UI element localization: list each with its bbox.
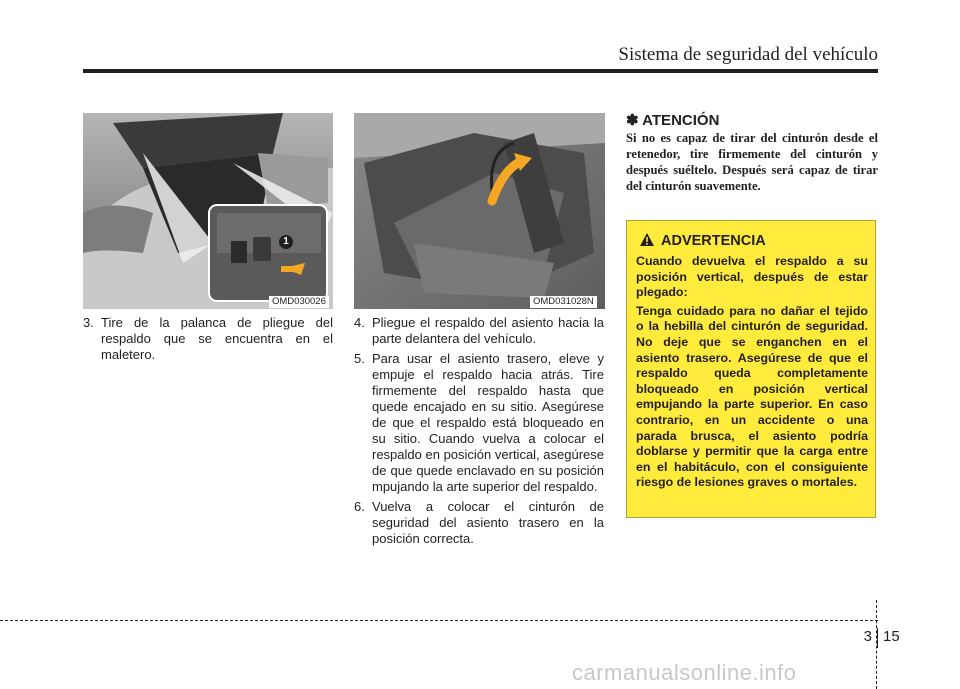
callout-badge: 1 <box>279 235 293 249</box>
step-text: Tire de la palanca de pliegue del respaldo que se encuentra en el maletero. <box>101 315 333 362</box>
step-text: Para usar el asiento trasero, eleve y empuje el respaldo hacia atrás. Tire firmemente del respaldo hasta que quede encajado en su sitio. Asegúrese de que el respaldo está bloqueado en su sitio. Cuando vuelva a colocar el respaldo en posición vertical, asegúrese de que quede enclavado en su posición mpujando la arte superior del respaldo. <box>372 351 604 494</box>
step-item <box>354 315 604 347</box>
step-text: Vuelva a colocar el cinturón de seguridad del asiento trasero en la posición correcta. <box>372 499 604 546</box>
page-number: 15 <box>883 628 900 645</box>
step-number: 5. <box>354 351 365 366</box>
step-number: 4. <box>354 315 365 330</box>
steps-left-column <box>83 315 333 367</box>
trunk-lever-photo <box>83 113 333 309</box>
watermark-text: carmanualsonline.info <box>572 660 797 685</box>
warning-title: ADVERTENCIA <box>661 233 766 249</box>
step-item <box>354 499 604 547</box>
warning-paragraph: Cuando devuelva el respaldo a su posición vertical, después de estar plegado: <box>636 254 868 300</box>
footer-rule <box>0 620 878 621</box>
step-item <box>354 351 604 495</box>
figure-caption: OMD031028N <box>530 296 597 308</box>
chapter-number: 3 <box>863 628 872 645</box>
warning-triangle-icon <box>640 233 654 246</box>
header-rule <box>83 69 878 73</box>
step-number: 3. <box>83 315 94 330</box>
warning-paragraph: Tenga cuidado para no dañar el tejido o la hebilla del cinturón de seguridad. No deje que se enganchen en el asiento trasero. Asegúrese de que el respaldo queda completamente bloqueado en posición vertical empujando la parte superior. En caso contrario, en un accidente o una parada brusca, el asiento podría doblarse y permitir que la carga entre en el habitáculo, con el consiguiente riesgo de lesiones graves o mortales. <box>636 303 868 490</box>
step-number: 6. <box>354 499 365 514</box>
warning-body <box>636 254 868 494</box>
step-item <box>83 315 333 363</box>
page-header-title: Sistema de seguridad del vehículo <box>618 44 878 65</box>
attention-title: ✽ ATENCIÓN <box>626 112 720 129</box>
warning-box <box>626 220 876 518</box>
steps-middle-column <box>354 315 604 551</box>
attention-text: Si no es capaz de tirar del cinturón desde el retenedor, tire firmemente del cinturón y después suéltelo. Después será capaz de tirar del cinturón suavemente. <box>626 131 878 193</box>
rear-seat-photo <box>354 113 605 309</box>
page-number-separator <box>877 628 878 648</box>
step-text: Pliegue el respaldo del asiento hacia la parte delantera del vehículo. <box>372 315 604 346</box>
figure-caption: OMD030026 <box>269 296 329 308</box>
